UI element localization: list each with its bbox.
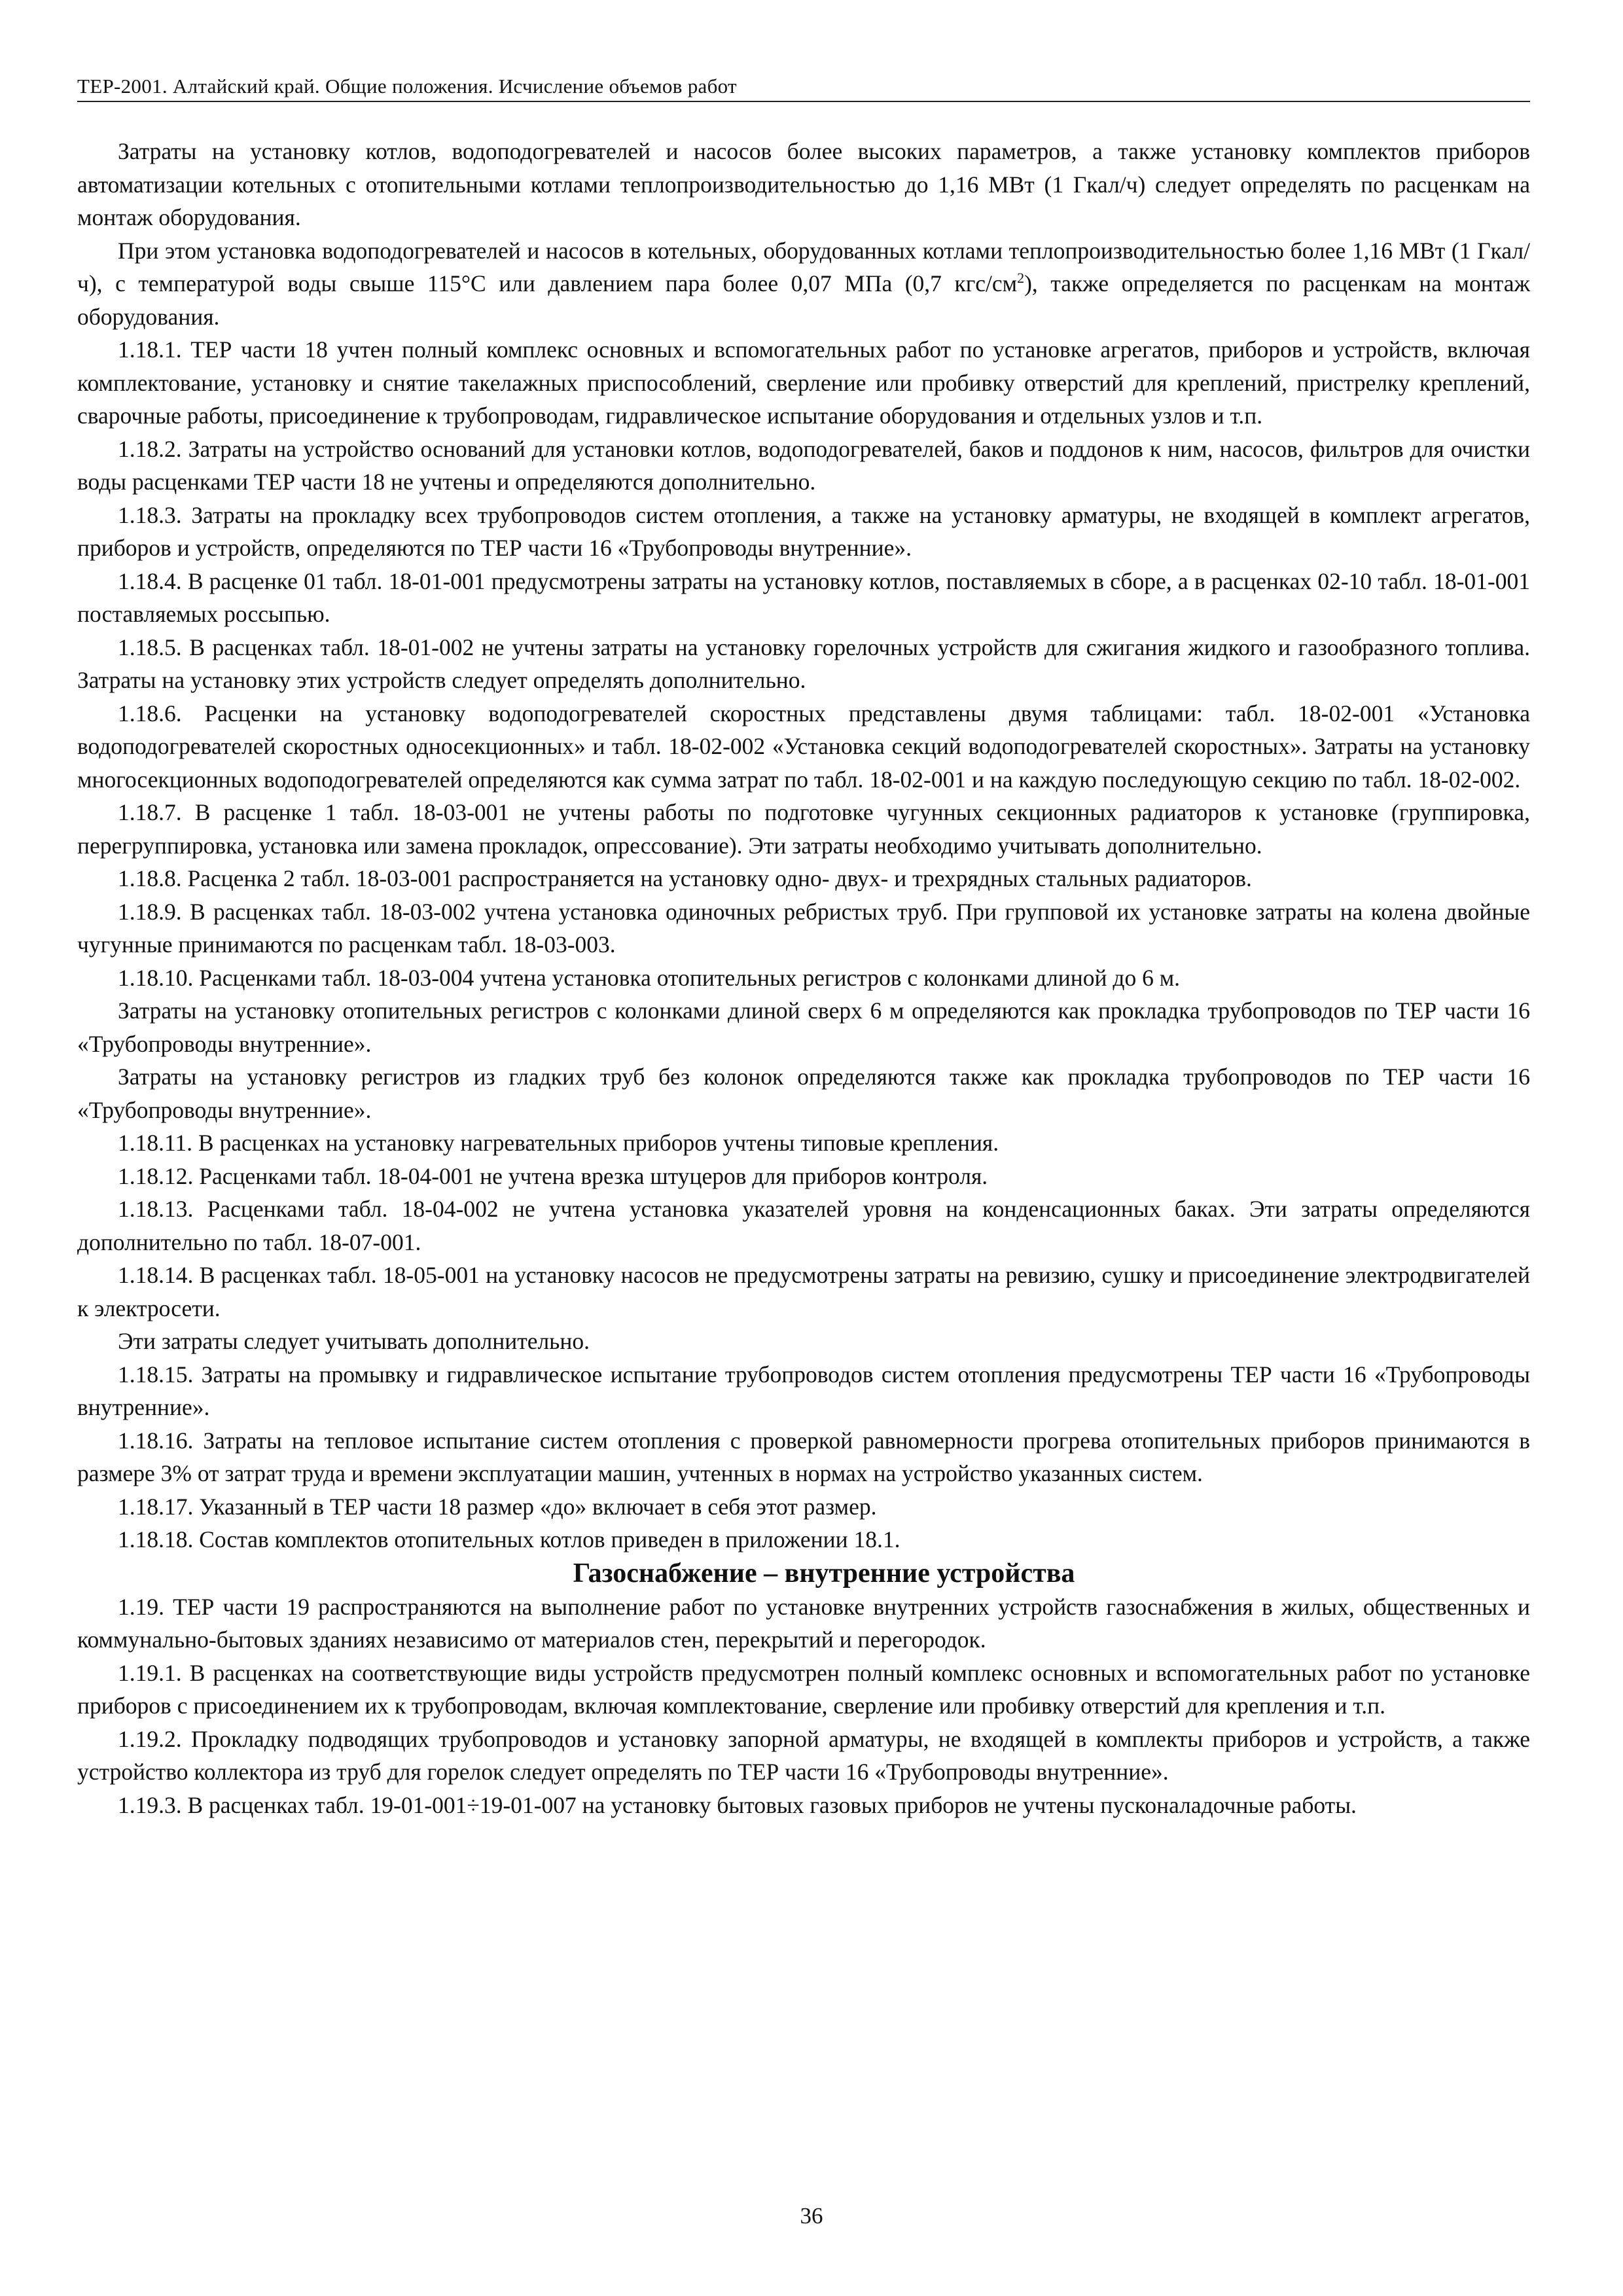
- paragraph: Затраты на установку котлов, водоподогревателей и насосов более высоких параметров, а также установку комплектов приборов автоматизации котельных с отопительными котлами теплопроизводительностью до 1,16 МВт (1 Гкал/ч) следует определять по расценкам на монтаж оборудования.: [77, 138, 1530, 230]
- paragraph: 1.18.18. Состав комплектов отопительных котлов приведен в приложении 18.1.: [118, 1526, 901, 1552]
- paragraph: Затраты на установку регистров из гладких труб без колонок определяются также как прокладка трубопроводов по ТЕР части 16 «Трубопроводы внутренние».: [77, 1064, 1530, 1123]
- paragraph-text: ), также определяется по расценкам на монтаж оборудования.: [77, 270, 1531, 330]
- paragraph: 1.19.1. В расценках на соответствующие виды устройств предусмотрен полный комплекс основных и вспомогательных работ по установке приборов с присоединением их к трубопроводам, включая комплектование, сверление или пробивку отверстий для крепления и т.п.: [77, 1659, 1530, 1719]
- page-number: 36: [800, 2203, 823, 2229]
- paragraph: 1.18.12. Расценками табл. 18-04-001 не учтена врезка штуцеров для приборов контроля.: [118, 1162, 988, 1189]
- running-header: ТЕР-2001. Алтайский край. Общие положения. Исчисление объемов работ: [77, 75, 1530, 102]
- paragraph: 1.18.15. Затраты на промывку и гидравлическое испытание трубопроводов систем отопления предусмотрены ТЕР части 16 «Трубопроводы внутренние».: [77, 1361, 1530, 1420]
- paragraph: 1.18.17. Указанный в ТЕР части 18 размер «до» включает в себя этот размер.: [118, 1493, 877, 1520]
- paragraph: Затраты на установку отопительных регистров с колонками длиной сверх 6 м определяются как прокладка трубопроводов по ТЕР части 16 «Трубопроводы внутренние».: [77, 997, 1530, 1057]
- paragraph: 1.19.2. Прокладку подводящих трубопроводов и установку запорной арматуры, не входящей в комплекты приборов и устройств, а также устройство коллектора из труб для горелок следует определять по ТЕР части 16 «Трубопроводы внутренние».: [77, 1725, 1530, 1785]
- paragraph: 1.18.3. Затраты на прокладку всех трубопроводов систем отопления, а также на установку арматуры, не входящей в комплект агрегатов, приборов и устройств, определяются по ТЕР части 16 «Трубопроводы внутренние».: [77, 501, 1530, 561]
- paragraph: 1.18.1. ТЕР части 18 учтен полный комплекс основных и вспомогательных работ по установке агрегатов, приборов и устройств, включая комплектование, установку и снятие такелажных приспособлений, сверление или пробивку отверстий для креплений, пристрелку креплений, сварочные работы, присоединение к трубопроводам, гидравлическое испытание оборудования и отдельных узлов и т.п.: [77, 336, 1530, 429]
- superscript: 2: [1017, 270, 1025, 287]
- paragraph: Эти затраты следует учитывать дополнительно.: [118, 1328, 590, 1354]
- section-heading: Газоснабжение – внутренние устройства: [573, 1558, 1075, 1588]
- paragraph: 1.18.9. В расценках табл. 18-03-002 учтена установка одиночных ребристых труб. При групповой их установке затраты на колена двойные чугунные принимаются по расценкам табл. 18-03-003.: [77, 898, 1530, 958]
- paragraph: 1.18.13. Расценками табл. 18-04-002 не учтена установка указателей уровня на конденсационных баках. Эти затраты определяются дополнительно по табл. 18-07-001.: [77, 1196, 1530, 1255]
- paragraph: 1.18.8. Расценка 2 табл. 18-03-001 распространяется на установку одно- двух- и трехрядных стальных радиаторов.: [118, 865, 1252, 891]
- paragraph: 1.18.4. В расценке 01 табл. 18-01-001 предусмотрены затраты на установку котлов, поставляемых в сборе, а в расценках 02-10 табл. 18-01-001 поставляемых россыпью.: [77, 567, 1530, 627]
- paragraph: 1.18.16. Затраты на тепловое испытание систем отопления с проверкой равномерности прогрева отопительных приборов принимаются в размере 3% от затрат труда и времени эксплуатации машин, учтенных в нормах на устройство указанных систем.: [77, 1427, 1530, 1486]
- paragraph: 1.19.3. В расценках табл. 19-01-001÷19-01-007 на установку бытовых газовых приборов не учтены пусконаладочные работы.: [118, 1791, 1357, 1818]
- paragraph: 1.18.5. В расценках табл. 18-01-002 не учтены затраты на установку горелочных устройств для сжигания жидкого и газообразного топлива. Затраты на установку этих устройств следует определять дополнительно.: [77, 634, 1530, 693]
- paragraph: 1.18.10. Расценками табл. 18-03-004 учтена установка отопительных регистров с колонками длиной до 6 м.: [118, 964, 1181, 991]
- paragraph: 1.18.2. Затраты на устройство оснований для установки котлов, водоподогревателей, баков и поддонов к ним, насосов, фильтров для очистки воды расценками ТЕР части 18 не учтены и определяются дополнительно.: [77, 435, 1530, 495]
- paragraph: 1.18.14. В расценках табл. 18-05-001 на установку насосов не предусмотрены затраты на ревизию, сушку и присоединение электродвигателей к электросети.: [77, 1262, 1530, 1321]
- paragraph-text: При этом установка водоподогревателей и насосов в котельных, оборудованных котлами теплопроизводительностью более 1,16 МВт (1 Гкал/ч), с температурой воды свыше 115°С или давлением пара более 0,07 МПа (0,7 кгс/см: [77, 237, 1530, 296]
- paragraph: 1.18.7. В расценке 1 табл. 18-03-001 не учтены работы по подготовке чугунных секционных радиаторов к установке (группировка, перегруппировка, установка или замена прокладок, опрессование). Эти затраты необходимо учитывать дополнительно.: [77, 799, 1530, 859]
- paragraph: [77, 234, 1530, 334]
- paragraph: 1.19. ТЕР части 19 распространяются на выполнение работ по установке внутренних устройств газоснабжения в жилых, общественных и коммунально-бытовых зданиях независимо от материалов стен, перекрытий и перегородок.: [77, 1593, 1530, 1653]
- body-text: [77, 135, 1530, 1821]
- paragraph: 1.18.6. Расценки на установку водоподогревателей скоростных представлены двумя таблицами: табл. 18-02-001 «Установка водоподогревателей скоростных односекционных» и табл. 18-02-002 «Установка секций водоподогревателей скоростных». Затраты на установку многосекционных водоподогревателей определяются как сумма затрат по табл. 18-02-001 и на каждую последующую секцию по табл. 18-02-002.: [77, 700, 1530, 793]
- paragraph: 1.18.11. В расценках на установку нагревательных приборов учтены типовые крепления.: [118, 1130, 999, 1156]
